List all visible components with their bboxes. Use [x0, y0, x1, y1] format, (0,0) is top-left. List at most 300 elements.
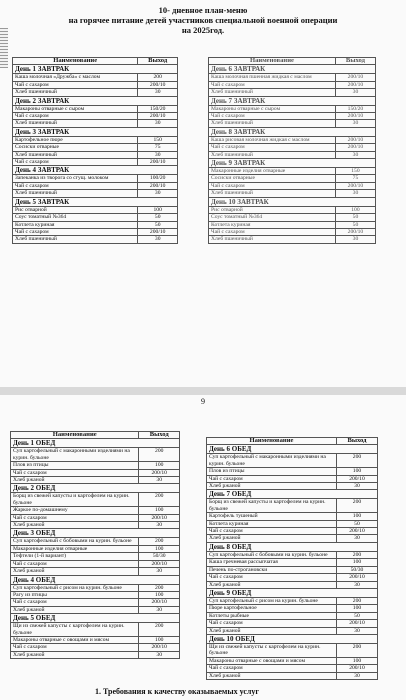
day-row [13, 197, 178, 206]
table-row [207, 605, 378, 612]
dish-name: Рис отварной [13, 206, 138, 213]
dish-yield: 200 [139, 493, 180, 507]
title-line-3: на 2025год. [181, 25, 225, 35]
dish-yield: 200/10 [336, 620, 377, 627]
dish-name: Хлеб пшеничный [209, 89, 336, 96]
table-row [13, 136, 178, 143]
table-row [13, 190, 178, 197]
dish-name: Хлеб пшеничный [13, 89, 138, 96]
table-row [11, 507, 180, 514]
dish-name: Чай с сахаром [209, 144, 336, 151]
dish-name: Каша молочная пшенная жидкая с маслом [209, 74, 336, 81]
dish-name: Хлеб пшеничный [13, 236, 138, 243]
dish-yield: 30 [335, 190, 375, 197]
table-row [207, 499, 378, 513]
dish-name: Макаронные изделия отварные [209, 168, 336, 175]
table-row [207, 665, 378, 672]
dish-yield: 100 [335, 206, 375, 213]
title-line-1: 10- дневное план-меню [158, 5, 248, 15]
dish-yield: 200/10 [138, 113, 178, 120]
table-row [13, 221, 178, 228]
dish-yield: 200 [139, 584, 180, 591]
dish-yield: 200 [336, 551, 377, 558]
dish-yield: 200/10 [138, 81, 178, 88]
day-heading: День 8 ЗАВТРАК [209, 127, 376, 136]
table-row [13, 206, 178, 213]
dish-name: Запеканка из творога со сгущ. молоком [13, 175, 138, 182]
table-row [13, 182, 178, 189]
table-row [13, 81, 178, 88]
dish-name: Чай с сахаром [13, 113, 138, 120]
table-row [207, 468, 378, 475]
table-row [11, 448, 180, 462]
table-row [209, 214, 376, 221]
table-row [11, 591, 180, 598]
dish-yield: 200 [336, 597, 377, 604]
dish-yield: 30 [336, 581, 377, 588]
column-header-name: Наименование [11, 432, 139, 439]
dish-yield: 200/10 [335, 74, 375, 81]
day-row [207, 490, 378, 499]
table-row [11, 651, 180, 658]
day-row [11, 439, 180, 448]
dish-yield: 100/20 [138, 175, 178, 182]
table-row [11, 599, 180, 606]
day-heading: День 3 ОБЕД [11, 529, 180, 538]
dish-yield: 30 [138, 236, 178, 243]
table-row [209, 182, 376, 189]
day-row [207, 588, 378, 597]
dish-yield: 30 [336, 535, 377, 542]
day-heading: День 5 ОБЕД [11, 614, 180, 623]
table-row [207, 672, 378, 679]
dish-name: Суп картофельный с бобовыми на курин. бульоне [207, 551, 337, 558]
dish-name: Пюре картофельное [207, 605, 337, 612]
day-heading: День 9 ОБЕД [207, 588, 378, 597]
table-row [207, 620, 378, 627]
table-row [11, 493, 180, 507]
table-row [209, 89, 376, 96]
dish-yield: 200 [139, 623, 180, 637]
column-header-yield: Выход [336, 438, 377, 445]
dish-name: Макароны отварные с овощами и мясом [207, 657, 337, 664]
dish-yield: 200 [336, 643, 377, 657]
table-row [207, 528, 378, 535]
dish-name: Котлета куриная [207, 520, 337, 527]
table-row [13, 159, 178, 166]
day-row [11, 529, 180, 538]
dish-yield: 100 [336, 559, 377, 566]
dish-name: Тефтели (1-й вариант) [11, 553, 139, 560]
dish-yield: 200/10 [335, 144, 375, 151]
dish-yield: 30 [138, 89, 178, 96]
dish-name: Хлеб ржаной [11, 606, 139, 613]
table-row [13, 120, 178, 127]
dish-name: Чай с сахаром [11, 599, 139, 606]
dish-name: Печень по-строгановски [207, 566, 337, 573]
dish-name: Макароны отварные с овощами и мясом [11, 636, 139, 643]
dish-yield: 100 [139, 507, 180, 514]
column-header-name: Наименование [207, 438, 337, 445]
table-row [207, 643, 378, 657]
table-row [207, 597, 378, 604]
table-row [13, 74, 178, 81]
table-row [209, 151, 376, 158]
day-row [11, 614, 180, 623]
table-row [11, 636, 180, 643]
dish-yield: 30 [139, 606, 180, 613]
breakfast-table-days-1-5 [12, 57, 178, 244]
dish-yield: 30 [139, 477, 180, 484]
dish-name: Котлета куриная [209, 221, 336, 228]
dish-name: Котлета куриная [13, 221, 138, 228]
dish-yield: 30 [335, 89, 375, 96]
dish-name: Щи из свежей капусты с картофелем на курин. бульоне [11, 623, 139, 637]
table-row [209, 221, 376, 228]
dish-yield: 50 [336, 612, 377, 619]
table-row [11, 469, 180, 476]
dish-name: Хлеб ржаной [207, 627, 337, 634]
dish-yield: 30 [138, 190, 178, 197]
table-row [11, 477, 180, 484]
dish-yield: 150 [138, 136, 178, 143]
dish-name: Чай с сахаром [13, 159, 138, 166]
dish-name: Суп картофельный с рисом на курин. бульоне [11, 584, 139, 591]
dish-name: Хлеб пшеничный [209, 151, 336, 158]
table-row [209, 113, 376, 120]
dish-yield: 50 [138, 214, 178, 221]
day-heading: День 2 ОБЕД [11, 484, 180, 493]
header-row [11, 432, 180, 439]
dish-yield: 50 [335, 221, 375, 228]
day-row [209, 159, 376, 168]
dish-name: Суп картофельный с макаронными изделиями на курин. бульоне [207, 454, 337, 468]
dish-yield: 200/10 [138, 228, 178, 235]
day-row [13, 127, 178, 136]
dish-yield: 200/10 [336, 574, 377, 581]
dish-name: Чай с сахаром [207, 665, 337, 672]
dish-yield: 200/10 [139, 644, 180, 651]
day-heading: День 10 ЗАВТРАК [209, 197, 376, 206]
day-row [207, 445, 378, 454]
dish-name: Хлеб пшеничный [13, 120, 138, 127]
dish-yield: 100 [139, 462, 180, 469]
dish-name: Хлеб ржаной [207, 581, 337, 588]
dish-yield: 30 [139, 568, 180, 575]
table-row [11, 522, 180, 529]
dish-name: Котлеты рыбные [207, 612, 337, 619]
dish-name: Картофельное пюре [13, 136, 138, 143]
table-row [209, 190, 376, 197]
table-row [13, 151, 178, 158]
lunch-table-days-6-10 [206, 437, 378, 680]
header-row [13, 58, 178, 65]
dish-name: Чай с сахаром [207, 620, 337, 627]
day-row [209, 197, 376, 206]
header-row [207, 438, 378, 445]
table-row [13, 175, 178, 182]
table-row [11, 545, 180, 552]
dish-yield: 150 [335, 168, 375, 175]
day-heading: День 10 ОБЕД [207, 634, 378, 643]
dish-yield: 50/30 [139, 553, 180, 560]
table-row [207, 454, 378, 468]
day-row [207, 634, 378, 643]
table-row [209, 136, 376, 143]
dish-yield: 100 [139, 636, 180, 643]
table-row [11, 606, 180, 613]
dish-name: Борщ из свежей капусты и картофелем на курин. бульоне [11, 493, 139, 507]
day-heading: День 4 ОБЕД [11, 575, 180, 584]
dish-name: Жаркое по-домашнему [11, 507, 139, 514]
section-heading: 1. Требования к качеству оказываемых услуг [95, 687, 259, 696]
table-row [13, 113, 178, 120]
dish-name: Суп картофельный с макаронными изделиями на курин. бульоне [11, 448, 139, 462]
dish-name: Чай с сахаром [11, 644, 139, 651]
dish-yield: 100 [336, 513, 377, 520]
page-number: 9 [201, 397, 205, 406]
table-row [209, 144, 376, 151]
dish-yield: 200/10 [335, 228, 375, 235]
day-heading: День 4 ЗАВТРАК [13, 166, 178, 175]
dish-yield: 200 [138, 74, 178, 81]
dish-yield: 200 [336, 499, 377, 513]
day-row [13, 96, 178, 105]
dish-yield: 30 [335, 151, 375, 158]
dish-name: Чай с сахаром [209, 228, 336, 235]
table-row [11, 553, 180, 560]
dish-name: Чай с сахаром [207, 574, 337, 581]
dish-name: Хлеб пшеничный [209, 190, 336, 197]
dish-yield: 30 [138, 120, 178, 127]
dish-name: Соус томатный №364 [13, 214, 138, 221]
dish-yield: 200/10 [138, 182, 178, 189]
dish-name: Плов из птицы [207, 468, 337, 475]
table-row [11, 462, 180, 469]
table-row [13, 214, 178, 221]
column-header-name: Наименование [13, 58, 138, 65]
lunch-table-days-1-5 [10, 431, 180, 659]
dish-yield: 150/20 [138, 105, 178, 112]
day-heading: День 8 ОБЕД [207, 542, 378, 551]
title-line-2: на горячее питание детей участников специальной военной операции [68, 15, 338, 25]
table-row [11, 568, 180, 575]
dish-yield: 200/10 [139, 599, 180, 606]
dish-name: Чай с сахаром [207, 475, 337, 482]
table-row [209, 105, 376, 112]
dish-name: Хлеб ржаной [207, 483, 337, 490]
day-row [207, 542, 378, 551]
table-row [207, 520, 378, 527]
dish-name: Хлеб пшеничный [13, 190, 138, 197]
table-row [207, 475, 378, 482]
dish-yield: 200/10 [336, 528, 377, 535]
table-row [13, 236, 178, 243]
dish-name: Чай с сахаром [11, 469, 139, 476]
dish-yield: 30 [336, 627, 377, 634]
day-heading: День 1 ОБЕД [11, 439, 180, 448]
dish-yield: 75 [335, 175, 375, 182]
dish-yield: 200/10 [336, 475, 377, 482]
dish-yield: 200 [336, 454, 377, 468]
day-row [11, 484, 180, 493]
dish-yield: 30 [335, 236, 375, 243]
dish-yield: 200/10 [335, 136, 375, 143]
table-row [11, 514, 180, 521]
table-row [209, 175, 376, 182]
dish-yield: 200/10 [335, 182, 375, 189]
dish-yield: 200 [139, 538, 180, 545]
dish-yield: 50 [138, 221, 178, 228]
dish-name: Хлеб пшеничный [209, 236, 336, 243]
dish-name: Макаронные изделия отварные [11, 545, 139, 552]
table-row [207, 513, 378, 520]
table-row [209, 120, 376, 127]
dish-yield: 200/10 [139, 469, 180, 476]
day-row [13, 65, 178, 74]
day-heading: День 3 ЗАВТРАК [13, 127, 178, 136]
day-heading: День 1 ЗАВТРАК [13, 65, 178, 74]
table-row [209, 74, 376, 81]
dish-yield: 100 [336, 657, 377, 664]
dish-yield: 30 [139, 522, 180, 529]
dish-name: Чай с сахаром [207, 528, 337, 535]
column-header-name: Наименование [209, 58, 336, 65]
dish-yield: 30 [336, 672, 377, 679]
dish-name: Хлеб ржаной [11, 568, 139, 575]
dish-yield: 30 [335, 120, 375, 127]
day-heading: День 7 ЗАВТРАК [209, 96, 376, 105]
day-heading: День 5 ЗАВТРАК [13, 197, 178, 206]
dish-name: Чай с сахаром [209, 113, 336, 120]
table-row [207, 551, 378, 558]
day-row [13, 166, 178, 175]
table-row [207, 612, 378, 619]
dish-yield: 200/10 [139, 560, 180, 567]
column-header-yield: Выход [335, 58, 375, 65]
day-heading: День 7 ОБЕД [207, 490, 378, 499]
table-row [11, 560, 180, 567]
day-row [209, 96, 376, 105]
dish-yield: 100 [138, 206, 178, 213]
dish-name: Борщ из свежей капусты и картофелем на курин. бульоне [207, 499, 337, 513]
dish-name: Хлеб ржаной [207, 672, 337, 679]
day-heading: День 2 ЗАВТРАК [13, 96, 178, 105]
dish-name: Чай с сахаром [11, 560, 139, 567]
day-heading: День 6 ЗАВТРАК [209, 65, 376, 74]
dish-yield: 200/10 [139, 514, 180, 521]
dish-yield: 50 [335, 214, 375, 221]
table-row [209, 81, 376, 88]
table-row [207, 581, 378, 588]
dish-name: Сосиски отварные [13, 144, 138, 151]
dish-yield: 30 [138, 151, 178, 158]
dish-yield: 200/10 [335, 81, 375, 88]
dish-yield: 100 [139, 545, 180, 552]
dish-name: Каша гречневая рассыпчатая [207, 559, 337, 566]
table-row [11, 538, 180, 545]
table-row [209, 228, 376, 235]
day-heading: День 6 ОБЕД [207, 445, 378, 454]
dish-name: Хлеб ржаной [207, 535, 337, 542]
dish-yield: 50 [336, 520, 377, 527]
table-row [207, 627, 378, 634]
menu-title [0, 5, 406, 35]
dish-yield: 200/10 [335, 113, 375, 120]
table-row [13, 89, 178, 96]
dish-name: Соус томатный №364 [209, 214, 336, 221]
column-header-yield: Выход [138, 58, 178, 65]
breakfast-table-days-6-10 [208, 57, 376, 244]
dish-name: Плов из птицы [11, 462, 139, 469]
dish-yield: 100 [336, 605, 377, 612]
dish-name: Чай с сахаром [209, 182, 336, 189]
dish-name: Макароны отварные с сыром [209, 105, 336, 112]
day-heading: День 9 ЗАВТРАК [209, 159, 376, 168]
dish-name: Суп картофельный с бобовыми на курин. бульоне [11, 538, 139, 545]
day-row [209, 65, 376, 74]
bottom-page [0, 395, 406, 700]
dish-name: Каша молочная «Дружба» с маслом [13, 74, 138, 81]
table-row [209, 206, 376, 213]
header-row [209, 58, 376, 65]
table-row [209, 236, 376, 243]
dish-name: Щи из свежей капусты с картофелем на курин. бульоне [207, 643, 337, 657]
dish-name: Рис отварной [209, 206, 336, 213]
table-row [207, 657, 378, 664]
dish-yield: 75 [138, 144, 178, 151]
dish-name: Чай с сахаром [13, 228, 138, 235]
dish-name: Хлеб пшеничный [13, 151, 138, 158]
dish-name: Картофель тушеный [207, 513, 337, 520]
day-row [209, 127, 376, 136]
dish-yield: 100 [336, 468, 377, 475]
dish-name: Чай с сахаром [13, 182, 138, 189]
table-row [207, 574, 378, 581]
dish-yield: 200 [139, 448, 180, 462]
table-row [11, 584, 180, 591]
dish-name: Хлеб пшеничный [209, 120, 336, 127]
dish-name: Хлеб ржаной [11, 651, 139, 658]
dish-name: Хлеб ржаной [11, 477, 139, 484]
table-row [11, 644, 180, 651]
table-row [13, 228, 178, 235]
dish-name: Рагу из птицы [11, 591, 139, 598]
table-row [207, 559, 378, 566]
dish-yield: 100 [139, 591, 180, 598]
table-row [11, 623, 180, 637]
dish-yield: 200/10 [336, 665, 377, 672]
table-row [207, 566, 378, 573]
dish-name: Чай с сахаром [13, 81, 138, 88]
dish-name: Каша рисовая молочная жидкая с маслом [209, 136, 336, 143]
table-row [207, 483, 378, 490]
table-row [207, 535, 378, 542]
dish-name: Макароны отварные с сыром [13, 105, 138, 112]
table-row [13, 105, 178, 112]
dish-name: Чай с сахаром [209, 81, 336, 88]
dish-yield: 150/20 [335, 105, 375, 112]
day-row [11, 575, 180, 584]
column-header-yield: Выход [139, 432, 180, 439]
table-row [209, 168, 376, 175]
dish-yield: 30 [336, 483, 377, 490]
dish-name: Сосиски отварные [209, 175, 336, 182]
table-row [13, 144, 178, 151]
dish-yield: 200/10 [138, 159, 178, 166]
dish-name: Суп картофельный с рисом на курин. бульоне [207, 597, 337, 604]
dish-name: Хлеб ржаной [11, 522, 139, 529]
